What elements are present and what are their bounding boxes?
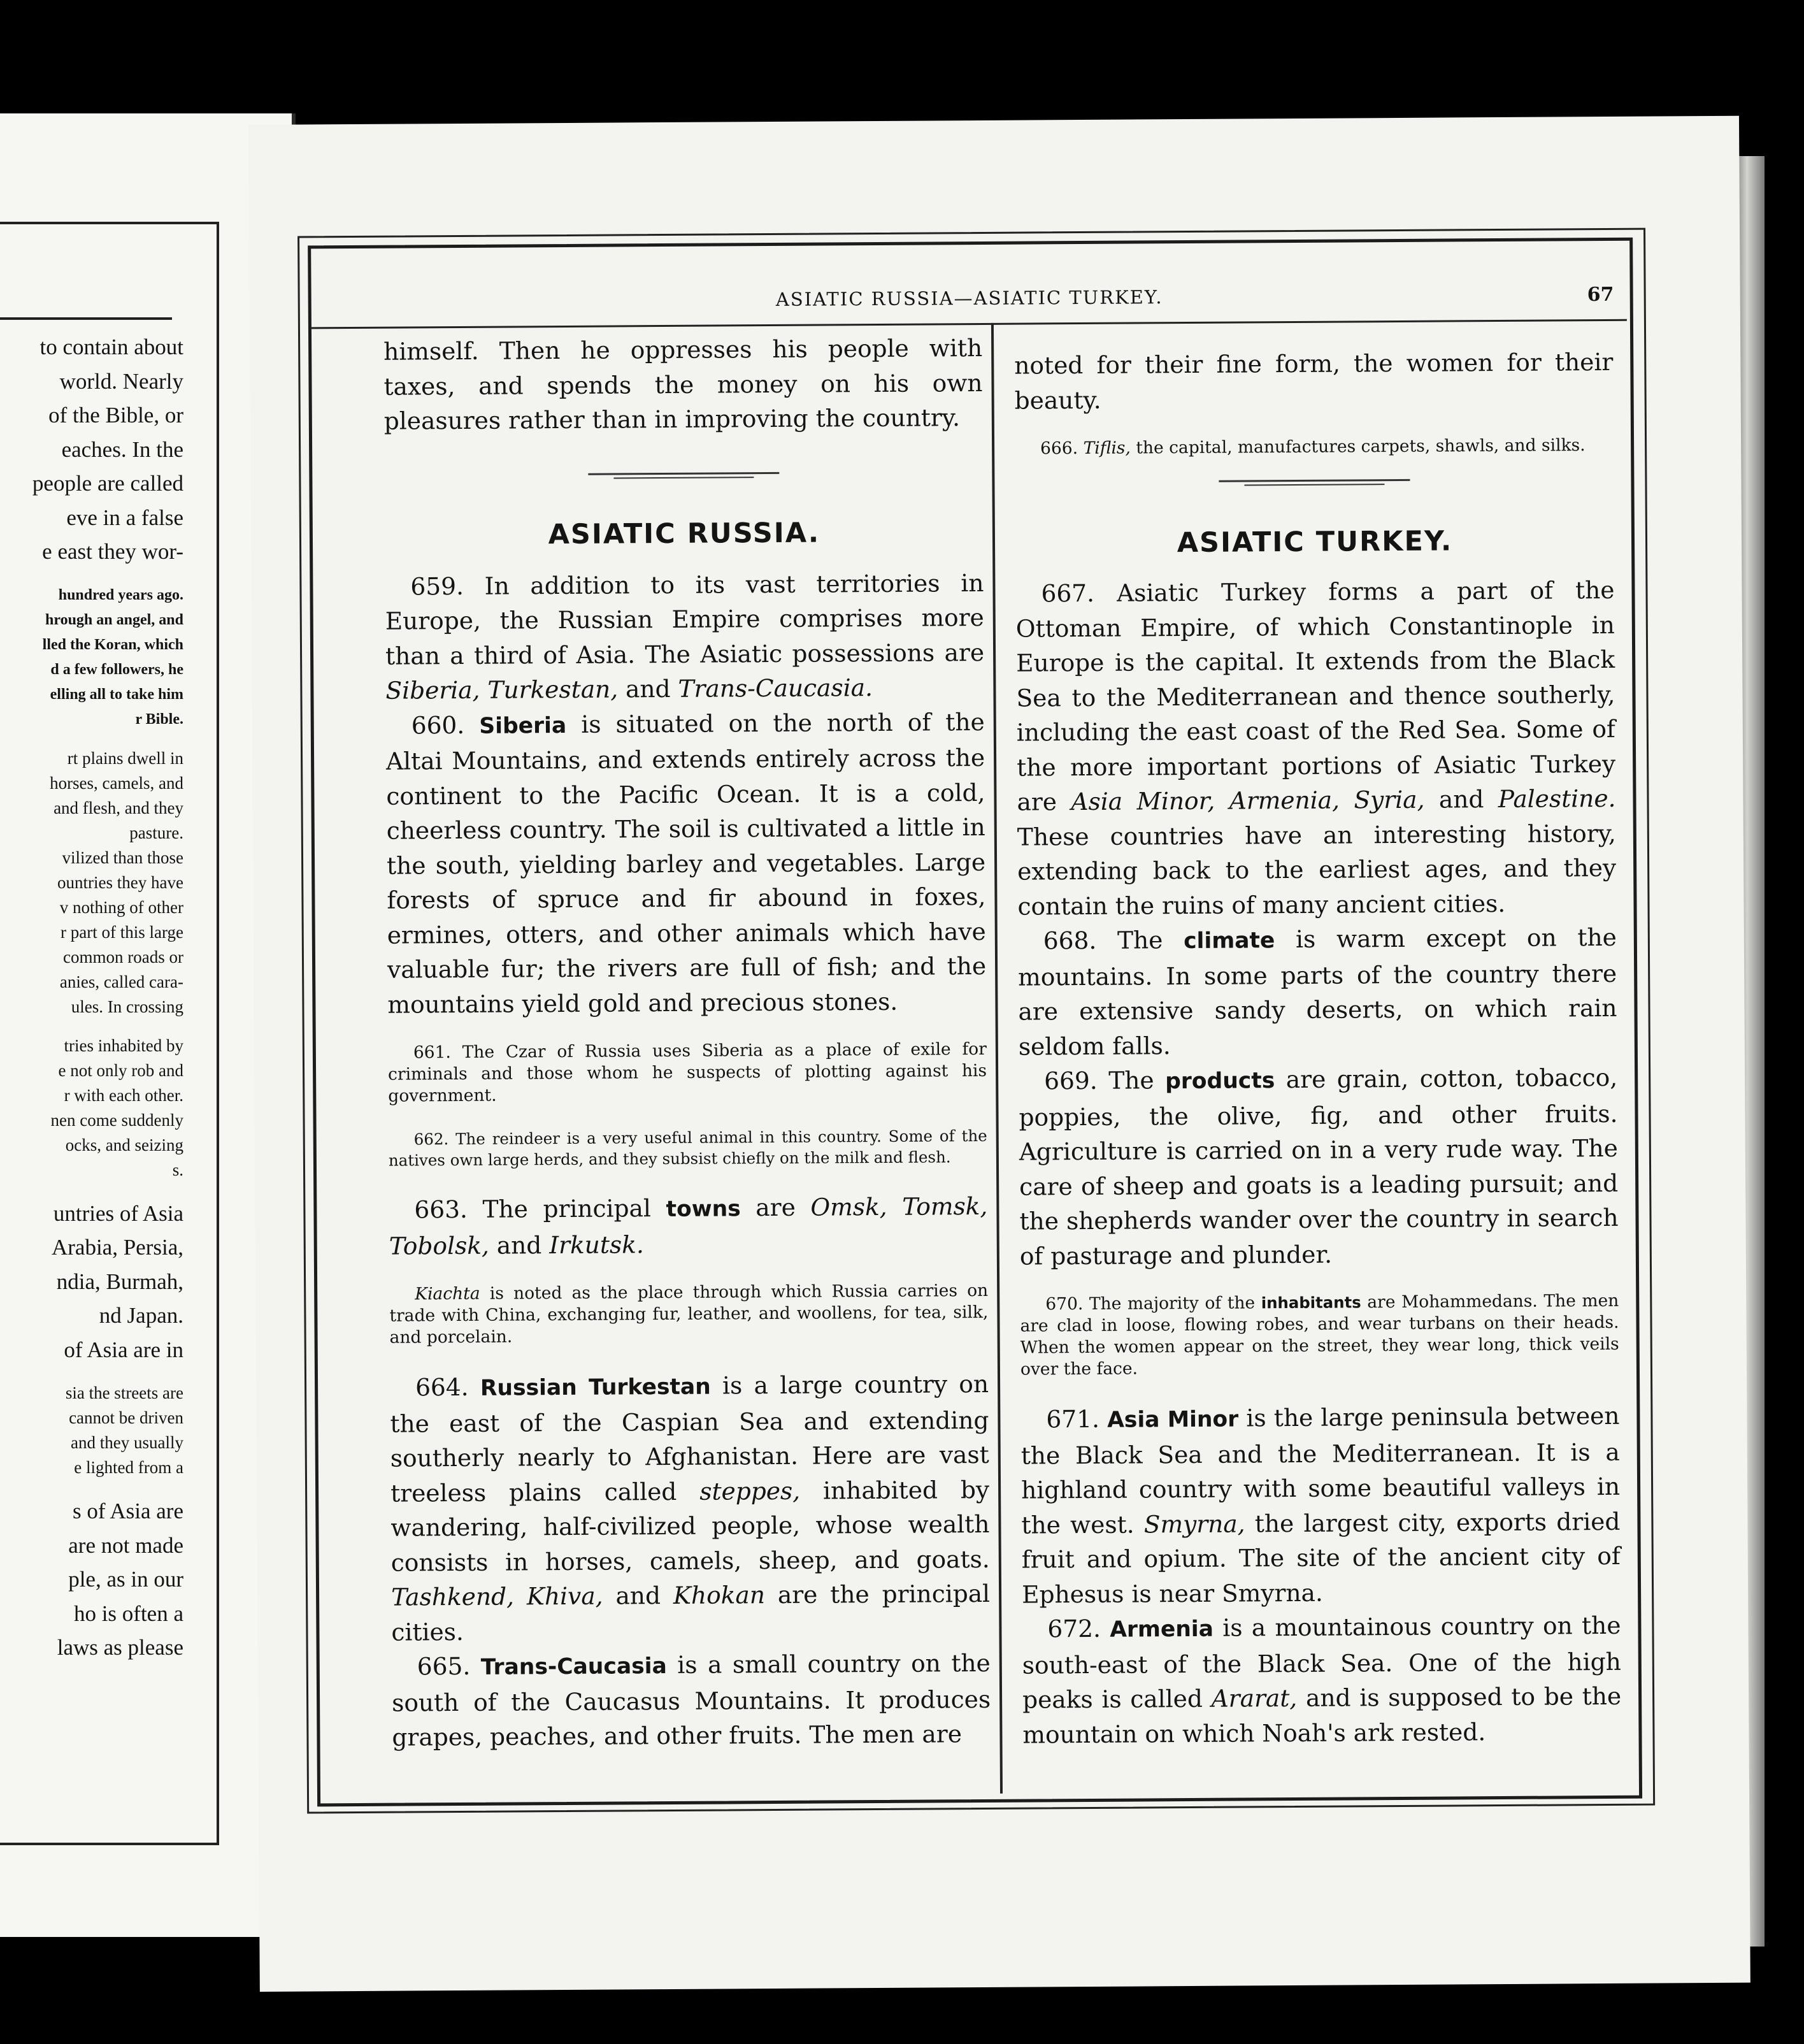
- left-page-line: are not made: [68, 1532, 183, 1558]
- paragraph-668: 668. The climate is warm except on the mountains. In some parts of the country there are extensive sandy deserts, on which rain seldom falls.: [1018, 923, 1617, 1061]
- left-page-line: d a few followers, he: [50, 661, 183, 678]
- left-body-block-3: [0, 1494, 223, 1665]
- left-page-line: Arabia, Persia,: [51, 1235, 183, 1260]
- section-ornament-right: [1219, 479, 1410, 486]
- left-page-line: tries inhabited by: [64, 1035, 183, 1055]
- left-column: [383, 331, 991, 1755]
- right-page: [248, 116, 1750, 1992]
- left-page-line: r part of this large: [61, 922, 183, 942]
- left-page-text: [0, 330, 223, 1665]
- paragraph-663: 663. The principal towns are Omsk, Tomsk, Tobolsk, and Irkutsk.: [389, 1191, 988, 1260]
- left-page-line: ules. In crossing: [71, 997, 183, 1016]
- left-page-line: people are called: [32, 471, 183, 496]
- paragraph-672: 672. Armenia is a mountainous country on the south-east of the Black Sea. One of the high peaks is called Ararat, and is supposed to be the mountain on which Noah's ark rested.: [1022, 1611, 1622, 1749]
- left-page-line: of Asia are in: [64, 1337, 183, 1362]
- left-page-line: e lighted from a: [74, 1458, 183, 1477]
- left-page-line: v nothing of other: [59, 897, 183, 917]
- left-note-block-1: [0, 583, 223, 732]
- left-page-line: s of Asia are: [73, 1499, 183, 1523]
- note-661: 661. The Czar of Russia uses Siberia as a place of exile for criminals and those whom he suspects of plotting against his government.: [388, 1039, 987, 1106]
- page-number: 67: [1587, 283, 1614, 306]
- left-page-line: rt plains dwell in: [67, 748, 183, 768]
- paragraph-660: 660. Siberia is situated on the north of the Altai Mountains, and extends entirely across the continent to the Pacific Ocean. It is a cold, cheerless country. The soil is cultivated a little in the south, yielding barley and vegetables. Large forests of spruce and fir abound in foxes, ermines, otters, and other animals which have valuable fur; the rivers are full of fish; and the mountains yield gold and precious stones.: [385, 707, 987, 1019]
- section-heading-asiatic-russia: ASIATIC RUSSIA.: [548, 517, 820, 551]
- left-page-line: and flesh, and they: [54, 798, 183, 817]
- left-page-line: vilized than those: [62, 847, 183, 867]
- left-page-line: lled the Koran, which: [42, 636, 183, 653]
- left-page-line: s.: [172, 1160, 183, 1179]
- left-page-head-rule: [0, 317, 172, 320]
- left-page-line: to contain about: [39, 335, 183, 359]
- left-page-line: common roads or: [63, 947, 183, 967]
- note-670: 670. The majority of the inhabitants are Mohammedans. The men are clad in loose, flowing robes, and wear turbans on their heads. When the women appear on the street, they wear long, thick veils over the face.: [1020, 1290, 1619, 1379]
- section-ornament: [588, 471, 779, 479]
- left-page-line: untries of Asia: [53, 1200, 183, 1226]
- left-page-line: e not only rob and: [58, 1060, 183, 1080]
- left-page-line: e east they wor-: [42, 539, 183, 564]
- continued-paragraph-right: noted for their fine form, the women for their beauty.: [1014, 347, 1614, 415]
- note-666: 666. Tiflis, the capital, manufactures carpets, shawls, and silks.: [1040, 435, 1586, 459]
- left-page-line: anies, called cara-: [59, 972, 183, 991]
- left-page-line: r with each other.: [64, 1085, 183, 1105]
- left-body-block-2: [0, 1197, 223, 1367]
- left-page-line: hrough an angel, and: [45, 611, 183, 628]
- left-note-block-3: [0, 1033, 223, 1183]
- left-page-line: sia the streets are: [65, 1383, 183, 1402]
- left-page-line: eve in a false: [66, 505, 183, 530]
- left-page-line: cannot be driven: [69, 1408, 183, 1427]
- left-page-line: nen come suddenly: [50, 1110, 183, 1130]
- left-page-line: ho is often a: [73, 1601, 183, 1626]
- left-page-line: r Bible.: [135, 710, 183, 728]
- left-page-line: and they usually: [71, 1433, 183, 1452]
- right-column: [1014, 327, 1622, 1752]
- left-page-line: hundred years ago.: [58, 586, 183, 603]
- section-heading-asiatic-turkey: ASIATIC TURKEY.: [1177, 525, 1453, 559]
- left-page-line: horses, camels, and: [50, 773, 183, 793]
- running-head: ASIATIC RUSSIA—ASIATIC TURKEY.: [775, 286, 1163, 310]
- left-page-line: of the Bible, or: [48, 403, 183, 428]
- left-note-block-4: [0, 1381, 223, 1480]
- continued-paragraph: himself. Then he oppresses his people with taxes, and spends the money on his own pleasures rather than in improving the country.: [383, 333, 983, 435]
- paragraph-667: 667. Asiatic Turkey forms a part of the Ottoman Empire, of which Constantinople in Europe is the capital. It extends from the Black Sea to the Mediterranean and thence southerly, including the east coast of the Red Sea. Some of the more important portions of Asiatic Turkey are Asia Minor, Armenia, Syria, and Palestine. These countries have an interesting history, extending back to the earliest ages, and they contain the ruins of many ancient cities.: [1015, 575, 1617, 921]
- left-page-line: ple, as in our: [68, 1567, 183, 1592]
- left-page-line: elling all to take him: [50, 686, 183, 703]
- left-page-line: ndia, Burmah,: [56, 1269, 183, 1294]
- left-note-block-2: [0, 746, 223, 1019]
- left-page-line: world. Nearly: [59, 368, 183, 394]
- paragraph-664: 664. Russian Turkestan is a large country on the east of the Caspian Sea and extending southerly nearly to Afghanistan. Here are vast treeless plains called steppes, inhabited by wandering, half-civilized people, whose wealth consists in horses, camels, sheep, and goats. Tashkend, Khiva, and Khokan are the principal cities.: [390, 1369, 991, 1646]
- left-body-block-1: [0, 330, 223, 569]
- left-page-line: laws as please: [57, 1635, 183, 1660]
- note-662: 662. The reindeer is a very useful animal in this country. Some of the natives own large herds, and they subsist chiefly on the milk and flesh.: [388, 1126, 987, 1170]
- note-kiachta: Kiachta is noted as the place through which Russia carries on trade with China, exchanging fur, leather, and woollens, for tea, silk, and porcelain.: [389, 1280, 989, 1348]
- paragraph-671: 671. Asia Minor is the large peninsula between the Black Sea and the Mediterranean. It is a highland country with some beautiful valleys in the west. Smyrna, the largest city, exports dried fruit and opium. The site of the ancient city of Ephesus is near Smyrna.: [1020, 1401, 1621, 1609]
- left-page-line: pasture.: [129, 823, 183, 842]
- left-page-line: ocks, and seizing: [65, 1135, 183, 1155]
- paragraph-669: 669. The products are grain, cotton, tobacco, poppies, the olive, fig, and other fruits. Agriculture is carried on in a very rude way. The care of sheep and goats is a leading pursuit; and the shepherds wander over the country in search of pasturage and plunder.: [1019, 1063, 1619, 1270]
- left-page-line: ountries they have: [57, 872, 183, 892]
- left-page-line: nd Japan.: [99, 1303, 183, 1328]
- paragraph-659: 659. In addition to its vast territories in Europe, the Russian Empire comprises more than a third of Asia. The Asiatic possessions are Siberia, Turkestan, and Trans-Caucasia.: [385, 568, 985, 705]
- paragraph-665: 665. Trans-Caucasia is a small country on the south of the Caucasus Mountains. It produces grapes, peaches, and other fruits. The men are: [391, 1648, 991, 1752]
- left-page-line: eaches. In the: [61, 436, 183, 462]
